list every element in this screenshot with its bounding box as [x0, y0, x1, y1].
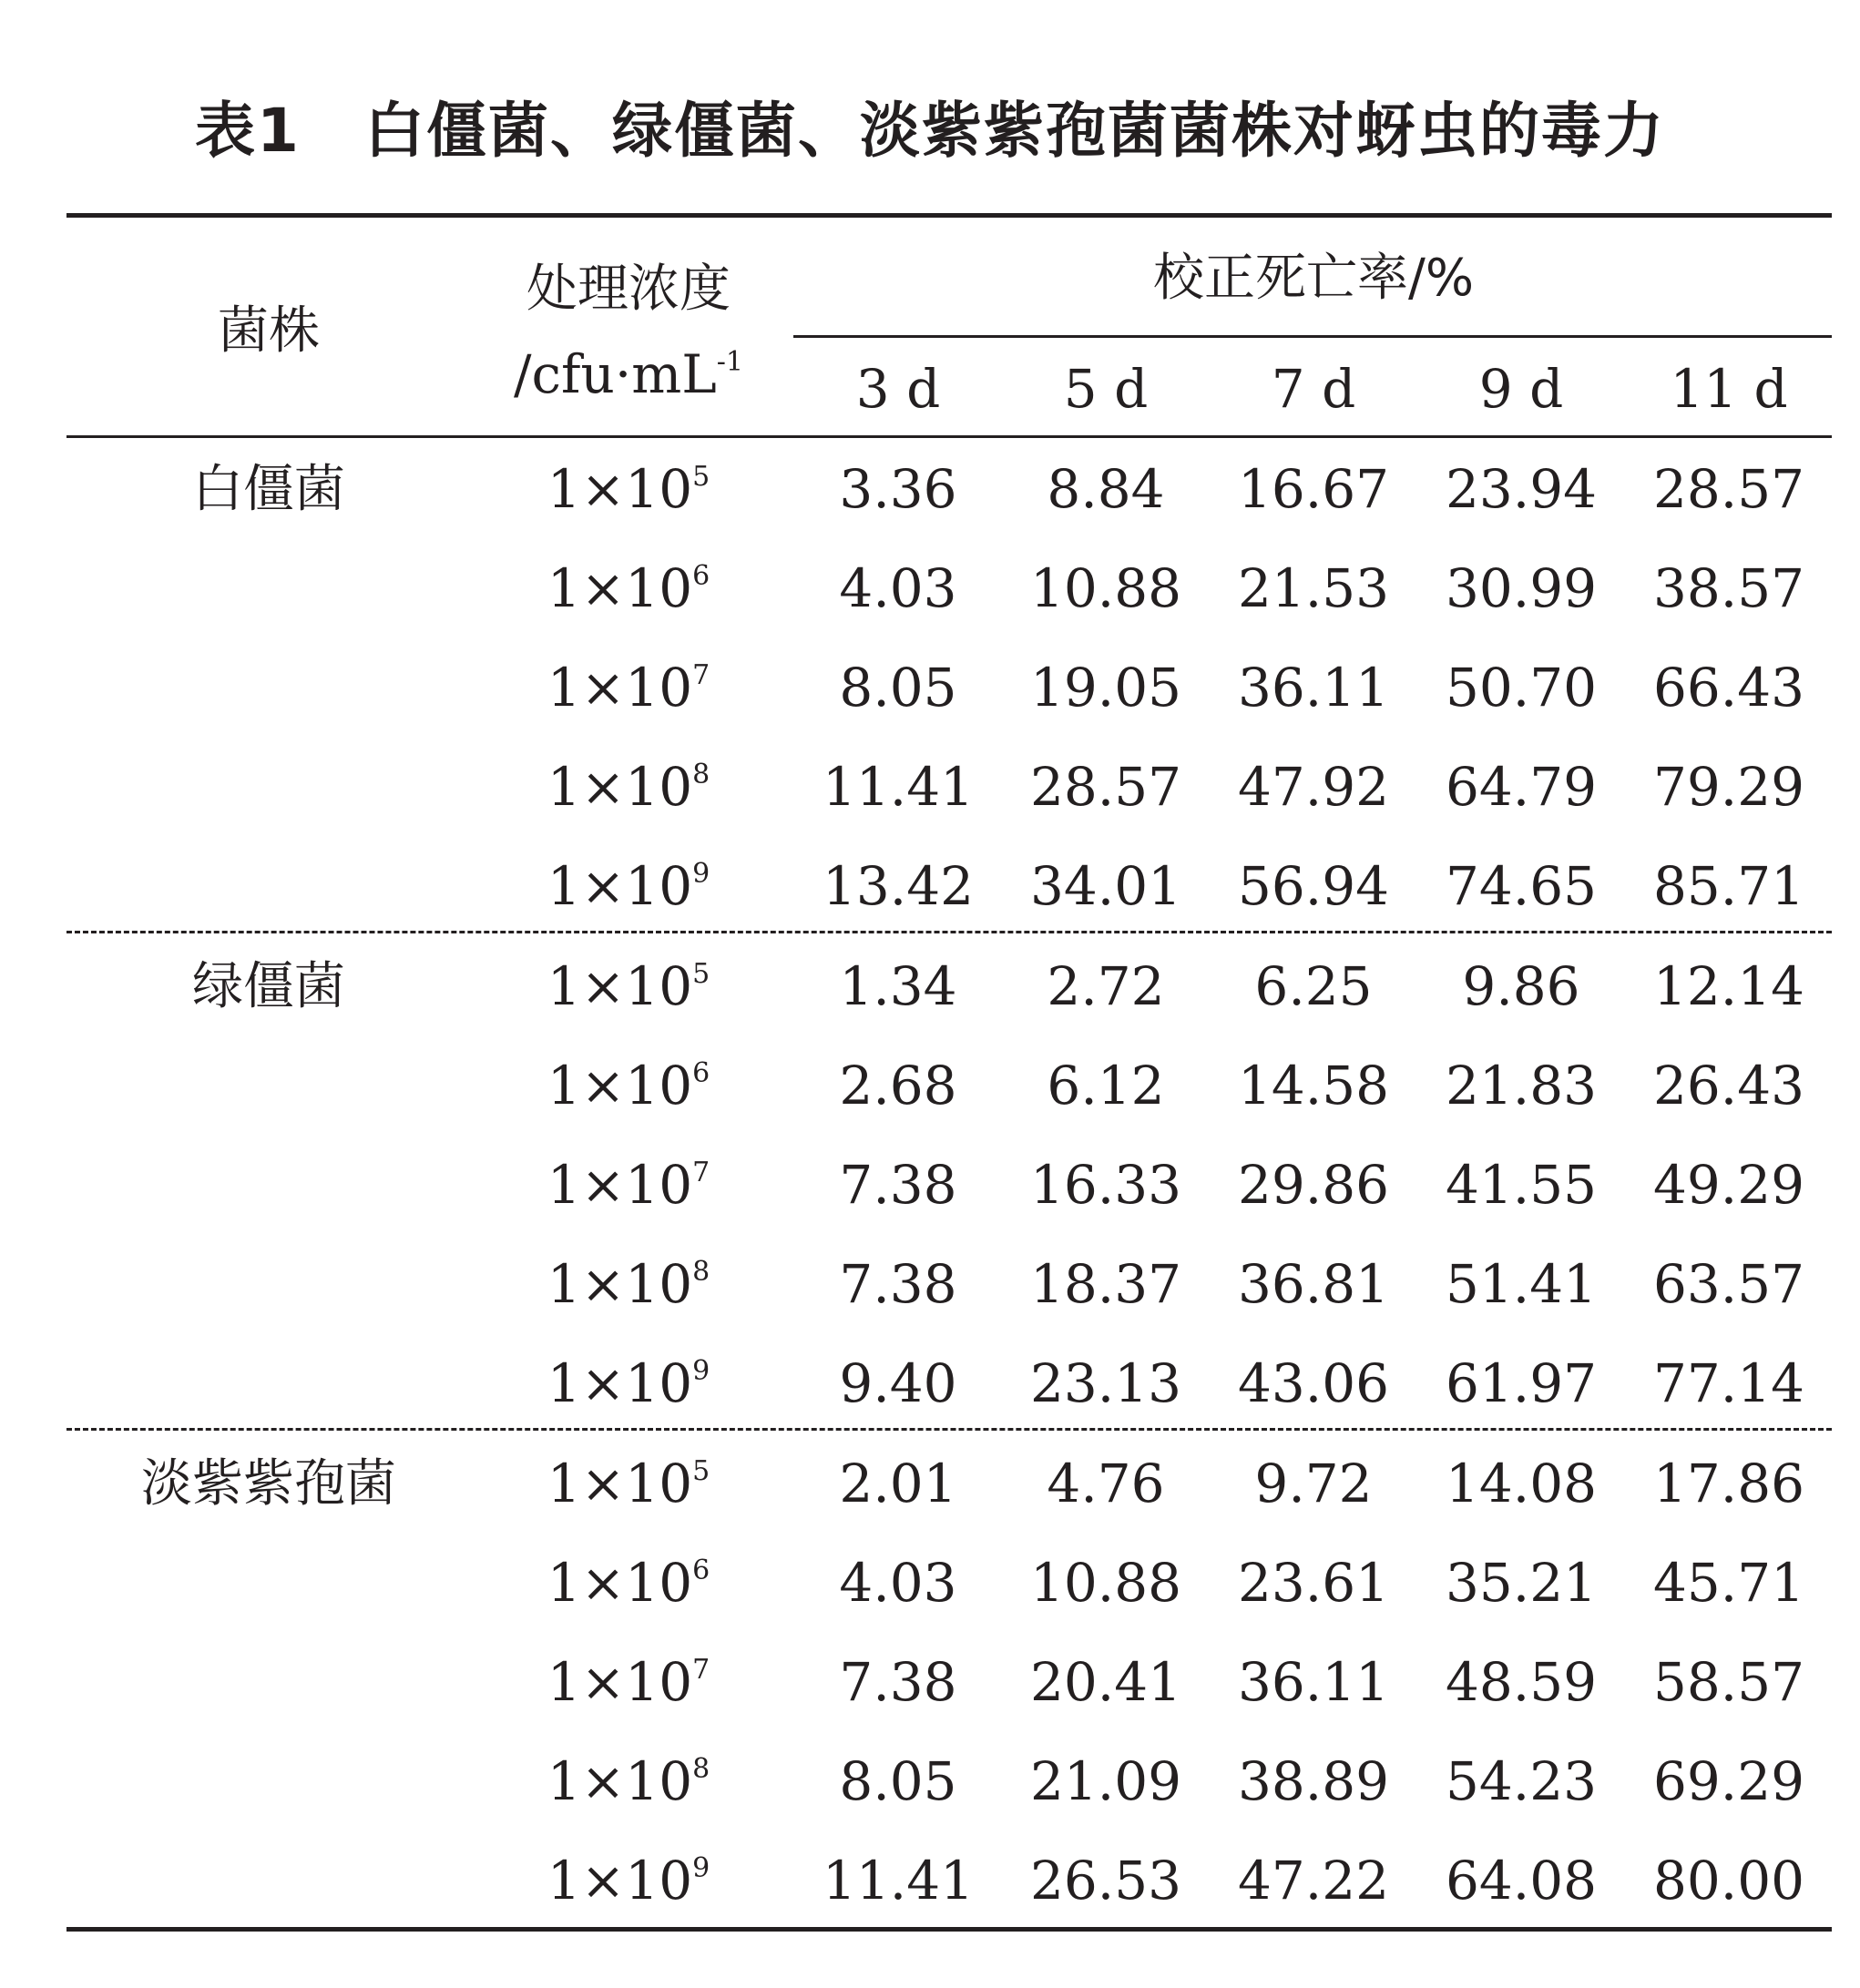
mortality-cell: 4.03	[839, 1552, 957, 1614]
concentration-exponent: 8	[692, 1256, 710, 1288]
mortality-cell: 9.72	[1254, 1453, 1373, 1514]
mortality-cell: 11.41	[822, 756, 975, 818]
concentration-cell	[510, 458, 747, 520]
concentration-cell	[510, 1253, 747, 1315]
concentration-cell	[510, 1055, 747, 1116]
header-bottom-rule	[66, 435, 1832, 438]
table-caption	[0, 82, 1860, 168]
mortality-cell: 45.71	[1652, 1552, 1805, 1614]
mortality-cell: 7.38	[839, 1154, 957, 1216]
mortality-cell: 28.57	[1029, 756, 1182, 818]
header-concentration-unit	[510, 343, 747, 405]
mortality-cell: 11.41	[822, 1850, 975, 1912]
mortality-cell: 79.29	[1652, 756, 1805, 818]
mortality-cell: 9.86	[1462, 955, 1580, 1017]
mortality-cell: 26.53	[1029, 1850, 1182, 1912]
strain-name: 淡紫紫孢菌	[141, 1454, 396, 1514]
concentration-base: 1×10	[547, 1253, 693, 1315]
mortality-cell: 51.41	[1445, 1253, 1598, 1315]
mortality-cell: 41.55	[1445, 1154, 1598, 1216]
mortality-cell: 10.88	[1029, 557, 1182, 619]
concentration-unit-exponent: -1	[716, 346, 744, 378]
mortality-cell: 1.34	[839, 955, 957, 1017]
concentration-base: 1×10	[547, 1154, 693, 1216]
concentration-base: 1×10	[547, 1552, 693, 1614]
mortality-cell: 13.42	[822, 855, 975, 917]
header-day: 7 d	[1271, 358, 1356, 420]
mortality-cell: 10.88	[1029, 1552, 1182, 1614]
concentration-cell	[510, 1651, 747, 1713]
mortality-cell: 23.13	[1029, 1352, 1182, 1414]
concentration-base: 1×10	[547, 756, 693, 818]
concentration-exponent: 6	[692, 1057, 710, 1089]
header-strain: 菌株	[218, 301, 320, 361]
mortality-cell: 38.89	[1237, 1750, 1390, 1812]
mortality-cell: 58.57	[1652, 1651, 1805, 1713]
mortality-cell: 63.57	[1652, 1253, 1805, 1315]
concentration-base: 1×10	[547, 1055, 693, 1116]
mortality-cell: 64.79	[1445, 756, 1598, 818]
mortality-cell: 64.08	[1445, 1850, 1598, 1912]
mortality-cell: 14.58	[1237, 1055, 1390, 1116]
concentration-base: 1×10	[547, 855, 693, 917]
mortality-cell: 7.38	[839, 1651, 957, 1713]
mortality-cell: 21.53	[1237, 557, 1390, 619]
mortality-cell: 4.03	[839, 557, 957, 619]
header-day: 5 d	[1063, 358, 1149, 420]
mortality-cell: 69.29	[1652, 1750, 1805, 1812]
mortality-cell: 56.94	[1237, 855, 1390, 917]
mortality-cell: 49.29	[1652, 1154, 1805, 1216]
mortality-cell: 16.33	[1029, 1154, 1182, 1216]
concentration-exponent: 9	[692, 858, 710, 890]
mortality-cell: 16.67	[1237, 458, 1390, 520]
concentration-base: 1×10	[547, 1850, 693, 1912]
mortality-cell: 28.57	[1652, 458, 1805, 520]
mortality-cell: 48.59	[1445, 1651, 1598, 1713]
mortality-cell: 6.12	[1047, 1055, 1165, 1116]
mortality-cell: 4.76	[1047, 1453, 1165, 1514]
concentration-base: 1×10	[547, 1352, 693, 1414]
group-divider	[66, 931, 1832, 933]
concentration-exponent: 7	[692, 1654, 710, 1686]
mortality-cell: 43.06	[1237, 1352, 1390, 1414]
concentration-base: 1×10	[547, 1750, 693, 1812]
concentration-unit-text: /cfu·mL	[513, 343, 717, 405]
mortality-cell: 14.08	[1445, 1453, 1598, 1514]
header-day: 9 d	[1478, 358, 1564, 420]
header-day: 3 d	[855, 358, 941, 420]
mortality-cell: 23.94	[1445, 458, 1598, 520]
concentration-cell	[510, 855, 747, 917]
mortality-cell: 23.61	[1237, 1552, 1390, 1614]
header-day: 11 d	[1670, 358, 1788, 420]
concentration-exponent: 5	[692, 958, 710, 990]
header-mortality: 校正死亡率/%	[1152, 249, 1475, 308]
mortality-cell: 35.21	[1445, 1552, 1598, 1614]
mortality-cell: 30.99	[1445, 557, 1598, 619]
table-title: 白僵菌、绿僵菌、淡紫紫孢菌菌株对蚜虫的毒力	[363, 96, 1665, 166]
concentration-base: 1×10	[547, 458, 693, 520]
concentration-cell	[510, 1352, 747, 1414]
top-rule	[66, 213, 1832, 218]
mortality-cell: 2.01	[839, 1453, 957, 1514]
mortality-cell: 85.71	[1652, 855, 1805, 917]
mortality-cell: 80.00	[1652, 1850, 1805, 1912]
mortality-cell: 12.14	[1652, 955, 1805, 1017]
concentration-cell	[510, 557, 747, 619]
concentration-cell	[510, 1552, 747, 1614]
concentration-cell	[510, 756, 747, 818]
mortality-cell: 9.40	[839, 1352, 957, 1414]
mortality-cell: 2.68	[839, 1055, 957, 1116]
mortality-cell: 61.97	[1445, 1352, 1598, 1414]
table-number: 表1	[195, 96, 301, 166]
mortality-cell: 54.23	[1445, 1750, 1598, 1812]
mortality-cell: 8.05	[839, 657, 957, 719]
mortality-cell: 20.41	[1029, 1651, 1182, 1713]
mortality-cell: 19.05	[1029, 657, 1182, 719]
strain-name: 绿僵菌	[192, 957, 345, 1016]
mortality-cell: 34.01	[1029, 855, 1182, 917]
mortality-cell: 7.38	[839, 1253, 957, 1315]
mortality-cell: 6.25	[1254, 955, 1373, 1017]
concentration-cell	[510, 657, 747, 719]
header-concentration: 处理浓度	[526, 260, 731, 319]
group-divider	[66, 1428, 1832, 1431]
concentration-base: 1×10	[547, 1453, 693, 1514]
concentration-cell	[510, 1453, 747, 1514]
concentration-exponent: 8	[692, 1753, 710, 1785]
mortality-cell: 47.92	[1237, 756, 1390, 818]
mortality-cell: 17.86	[1652, 1453, 1805, 1514]
concentration-base: 1×10	[547, 557, 693, 619]
strain-name: 白僵菌	[192, 460, 345, 519]
mortality-cell: 8.05	[839, 1750, 957, 1812]
mortality-cell: 8.84	[1047, 458, 1165, 520]
concentration-cell	[510, 1750, 747, 1812]
mortality-cell: 2.72	[1047, 955, 1165, 1017]
header-sub-rule	[793, 335, 1832, 338]
mortality-cell: 74.65	[1445, 855, 1598, 917]
mortality-cell: 66.43	[1652, 657, 1805, 719]
concentration-exponent: 7	[692, 659, 710, 691]
concentration-exponent: 7	[692, 1157, 710, 1188]
mortality-cell: 26.43	[1652, 1055, 1805, 1116]
concentration-exponent: 9	[692, 1355, 710, 1387]
concentration-exponent: 6	[692, 1555, 710, 1586]
concentration-base: 1×10	[547, 1651, 693, 1713]
concentration-exponent: 6	[692, 560, 710, 592]
mortality-cell: 18.37	[1029, 1253, 1182, 1315]
mortality-cell: 3.36	[839, 458, 957, 520]
concentration-cell	[510, 1850, 747, 1912]
concentration-exponent: 9	[692, 1852, 710, 1884]
mortality-cell: 50.70	[1445, 657, 1598, 719]
concentration-base: 1×10	[547, 955, 693, 1017]
bottom-rule	[66, 1927, 1832, 1932]
mortality-cell: 36.11	[1237, 1651, 1390, 1713]
concentration-cell	[510, 1154, 747, 1216]
mortality-cell: 36.11	[1237, 657, 1390, 719]
mortality-cell: 38.57	[1652, 557, 1805, 619]
mortality-cell: 47.22	[1237, 1850, 1390, 1912]
concentration-exponent: 5	[692, 1455, 710, 1487]
concentration-cell	[510, 955, 747, 1017]
concentration-exponent: 5	[692, 461, 710, 493]
concentration-exponent: 8	[692, 759, 710, 790]
mortality-cell: 29.86	[1237, 1154, 1390, 1216]
mortality-cell: 21.09	[1029, 1750, 1182, 1812]
mortality-cell: 36.81	[1237, 1253, 1390, 1315]
concentration-base: 1×10	[547, 657, 693, 719]
mortality-cell: 21.83	[1445, 1055, 1598, 1116]
mortality-cell: 77.14	[1652, 1352, 1805, 1414]
